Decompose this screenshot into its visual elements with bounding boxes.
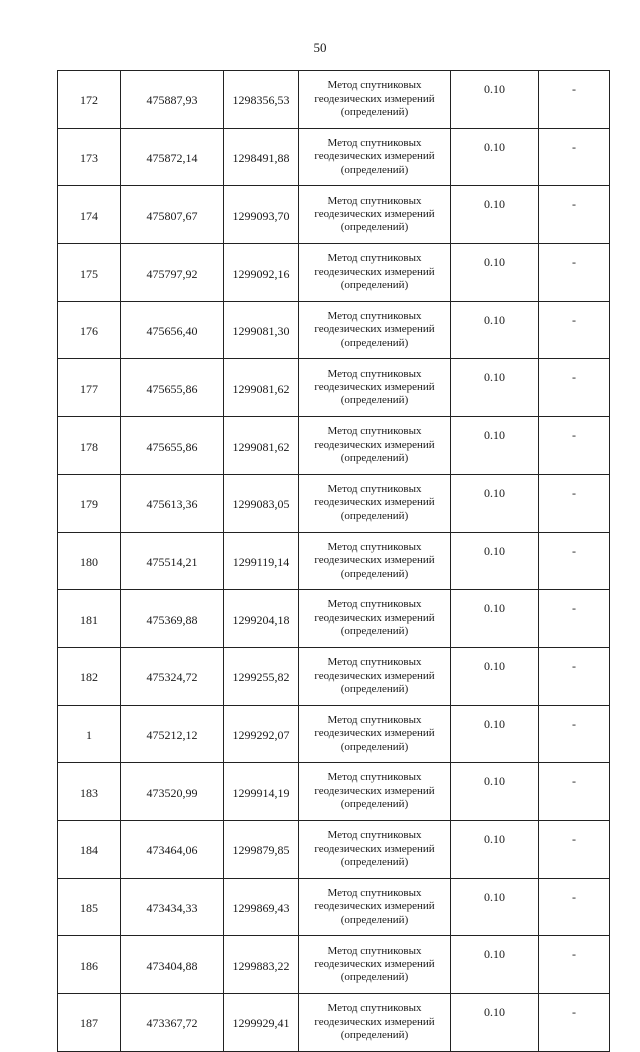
accuracy-cell: 0.10 (451, 705, 539, 763)
method-line: геодезических измерений (314, 900, 435, 913)
method-line: (определений) (340, 452, 409, 465)
accuracy-cell: 0.10 (451, 820, 539, 878)
y-coordinate-cell: 1299204,18 (224, 590, 299, 648)
method-line: Метод спутниковых (327, 886, 422, 899)
x-coordinate-cell: 475613,36 (121, 474, 224, 532)
method-line: геодезических измерений (314, 957, 435, 970)
method-line: (определений) (340, 1029, 409, 1042)
method-line: (определений) (340, 567, 409, 580)
coordinates-table (57, 70, 610, 1052)
method-line: Метод спутниковых (327, 771, 422, 784)
x-coordinate-cell: 475369,88 (121, 590, 224, 648)
point-number-cell: 185 (58, 878, 121, 936)
method-line: геодезических измерений (314, 438, 435, 451)
method-line: Метод спутниковых (327, 598, 422, 611)
x-coordinate-cell: 475656,40 (121, 301, 224, 359)
table-row (58, 244, 610, 302)
method-line: Метод спутниковых (327, 136, 422, 149)
point-number-cell: 178 (58, 417, 121, 475)
method-line: Метод спутниковых (327, 829, 422, 842)
table-row (58, 936, 610, 994)
method-line: геодезических измерений (314, 784, 435, 797)
method-line: геодезических измерений (314, 842, 435, 855)
note-cell: - (539, 244, 610, 302)
point-number-cell: 177 (58, 359, 121, 417)
method-cell (299, 474, 451, 532)
y-coordinate-cell: 1299081,62 (224, 417, 299, 475)
point-number-cell: 184 (58, 820, 121, 878)
accuracy-cell: 0.10 (451, 359, 539, 417)
accuracy-cell: 0.10 (451, 244, 539, 302)
point-number-cell: 182 (58, 647, 121, 705)
method-line: Метод спутниковых (327, 944, 422, 957)
point-number-cell: 181 (58, 590, 121, 648)
method-cell (299, 820, 451, 878)
method-line: Метод спутниковых (327, 656, 422, 669)
table-row (58, 590, 610, 648)
method-line: Метод спутниковых (327, 309, 422, 322)
x-coordinate-cell: 473520,99 (121, 763, 224, 821)
method-cell (299, 532, 451, 590)
y-coordinate-cell: 1299292,07 (224, 705, 299, 763)
method-line: (определений) (340, 394, 409, 407)
coordinates-table-body (58, 71, 610, 1052)
method-line: (определений) (340, 221, 409, 234)
accuracy-cell: 0.10 (451, 878, 539, 936)
table-row (58, 994, 610, 1052)
method-cell (299, 71, 451, 129)
point-number-cell: 172 (58, 71, 121, 129)
point-number-cell: 1 (58, 705, 121, 763)
accuracy-cell: 0.10 (451, 936, 539, 994)
x-coordinate-cell: 475807,67 (121, 186, 224, 244)
method-line: геодезических измерений (314, 381, 435, 394)
x-coordinate-cell: 473404,88 (121, 936, 224, 994)
y-coordinate-cell: 1299883,22 (224, 936, 299, 994)
method-line: (определений) (340, 682, 409, 695)
method-line: Метод спутниковых (327, 540, 422, 553)
method-cell (299, 763, 451, 821)
table-row (58, 186, 610, 244)
x-coordinate-cell: 475797,92 (121, 244, 224, 302)
note-cell: - (539, 763, 610, 821)
method-line: (определений) (340, 625, 409, 638)
point-number-cell: 175 (58, 244, 121, 302)
note-cell: - (539, 994, 610, 1052)
method-line: геодезических измерений (314, 669, 435, 682)
method-line: (определений) (340, 798, 409, 811)
accuracy-cell: 0.10 (451, 186, 539, 244)
note-cell: - (539, 590, 610, 648)
x-coordinate-cell: 475655,86 (121, 359, 224, 417)
table-row (58, 820, 610, 878)
method-line: (определений) (340, 279, 409, 292)
method-line: геодезических измерений (314, 727, 435, 740)
accuracy-cell: 0.10 (451, 301, 539, 359)
x-coordinate-cell: 475887,93 (121, 71, 224, 129)
method-cell (299, 705, 451, 763)
page-number: 50 (313, 40, 327, 55)
x-coordinate-cell: 475872,14 (121, 128, 224, 186)
method-line: геодезических измерений (314, 611, 435, 624)
method-cell (299, 417, 451, 475)
x-coordinate-cell: 475514,21 (121, 532, 224, 590)
accuracy-cell: 0.10 (451, 647, 539, 705)
table-row (58, 474, 610, 532)
x-coordinate-cell: 475212,12 (121, 705, 224, 763)
y-coordinate-cell: 1299869,43 (224, 878, 299, 936)
accuracy-cell: 0.10 (451, 763, 539, 821)
y-coordinate-cell: 1299879,85 (224, 820, 299, 878)
accuracy-cell: 0.10 (451, 994, 539, 1052)
method-line: геодезических измерений (314, 1015, 435, 1028)
table-row (58, 71, 610, 129)
table-row (58, 532, 610, 590)
accuracy-cell: 0.10 (451, 532, 539, 590)
note-cell: - (539, 474, 610, 532)
note-cell: - (539, 936, 610, 994)
method-line: (определений) (340, 913, 409, 926)
method-line: геодезических измерений (314, 208, 435, 221)
method-line: геодезических измерений (314, 150, 435, 163)
point-number-cell: 174 (58, 186, 121, 244)
method-line: Метод спутниковых (327, 79, 422, 92)
y-coordinate-cell: 1298491,88 (224, 128, 299, 186)
accuracy-cell: 0.10 (451, 128, 539, 186)
note-cell: - (539, 128, 610, 186)
method-cell (299, 590, 451, 648)
method-line: (определений) (340, 509, 409, 522)
y-coordinate-cell: 1298356,53 (224, 71, 299, 129)
method-line: Метод спутниковых (327, 483, 422, 496)
table-row (58, 647, 610, 705)
method-cell (299, 878, 451, 936)
method-cell (299, 128, 451, 186)
method-line: (определений) (340, 855, 409, 868)
x-coordinate-cell: 473464,06 (121, 820, 224, 878)
note-cell: - (539, 532, 610, 590)
y-coordinate-cell: 1299119,14 (224, 532, 299, 590)
point-number-cell: 180 (58, 532, 121, 590)
method-cell (299, 936, 451, 994)
y-coordinate-cell: 1299929,41 (224, 994, 299, 1052)
method-line: (определений) (340, 106, 409, 119)
accuracy-cell: 0.10 (451, 590, 539, 648)
method-line: геодезических измерений (314, 554, 435, 567)
point-number-cell: 186 (58, 936, 121, 994)
table-row (58, 763, 610, 821)
method-cell (299, 186, 451, 244)
x-coordinate-cell: 475324,72 (121, 647, 224, 705)
y-coordinate-cell: 1299092,16 (224, 244, 299, 302)
table-row (58, 878, 610, 936)
method-cell (299, 994, 451, 1052)
method-line: Метод спутниковых (327, 713, 422, 726)
y-coordinate-cell: 1299255,82 (224, 647, 299, 705)
y-coordinate-cell: 1299081,62 (224, 359, 299, 417)
x-coordinate-cell: 475655,86 (121, 417, 224, 475)
method-cell (299, 244, 451, 302)
note-cell: - (539, 186, 610, 244)
note-cell: - (539, 647, 610, 705)
method-line: геодезических измерений (314, 265, 435, 278)
method-line: (определений) (340, 740, 409, 753)
method-line: геодезических измерений (314, 92, 435, 105)
method-cell (299, 647, 451, 705)
accuracy-cell: 0.10 (451, 417, 539, 475)
note-cell: - (539, 359, 610, 417)
method-line: Метод спутниковых (327, 425, 422, 438)
method-line: Метод спутниковых (327, 367, 422, 380)
method-line: геодезических измерений (314, 496, 435, 509)
x-coordinate-cell: 473367,72 (121, 994, 224, 1052)
y-coordinate-cell: 1299914,19 (224, 763, 299, 821)
table-row (58, 301, 610, 359)
method-line: (определений) (340, 971, 409, 984)
y-coordinate-cell: 1299083,05 (224, 474, 299, 532)
method-cell (299, 301, 451, 359)
point-number-cell: 183 (58, 763, 121, 821)
point-number-cell: 176 (58, 301, 121, 359)
method-line: (определений) (340, 163, 409, 176)
note-cell: - (539, 878, 610, 936)
note-cell: - (539, 71, 610, 129)
point-number-cell: 187 (58, 994, 121, 1052)
note-cell: - (539, 820, 610, 878)
note-cell: - (539, 301, 610, 359)
table-row (58, 128, 610, 186)
method-line: Метод спутниковых (327, 1002, 422, 1015)
y-coordinate-cell: 1299093,70 (224, 186, 299, 244)
table-row (58, 705, 610, 763)
y-coordinate-cell: 1299081,30 (224, 301, 299, 359)
method-line: Метод спутниковых (327, 194, 422, 207)
x-coordinate-cell: 473434,33 (121, 878, 224, 936)
table-row (58, 417, 610, 475)
point-number-cell: 173 (58, 128, 121, 186)
accuracy-cell: 0.10 (451, 71, 539, 129)
point-number-cell: 179 (58, 474, 121, 532)
method-line: (определений) (340, 336, 409, 349)
note-cell: - (539, 417, 610, 475)
method-cell (299, 359, 451, 417)
note-cell: - (539, 705, 610, 763)
table-row (58, 359, 610, 417)
accuracy-cell: 0.10 (451, 474, 539, 532)
method-line: Метод спутниковых (327, 252, 422, 265)
method-line: геодезических измерений (314, 323, 435, 336)
